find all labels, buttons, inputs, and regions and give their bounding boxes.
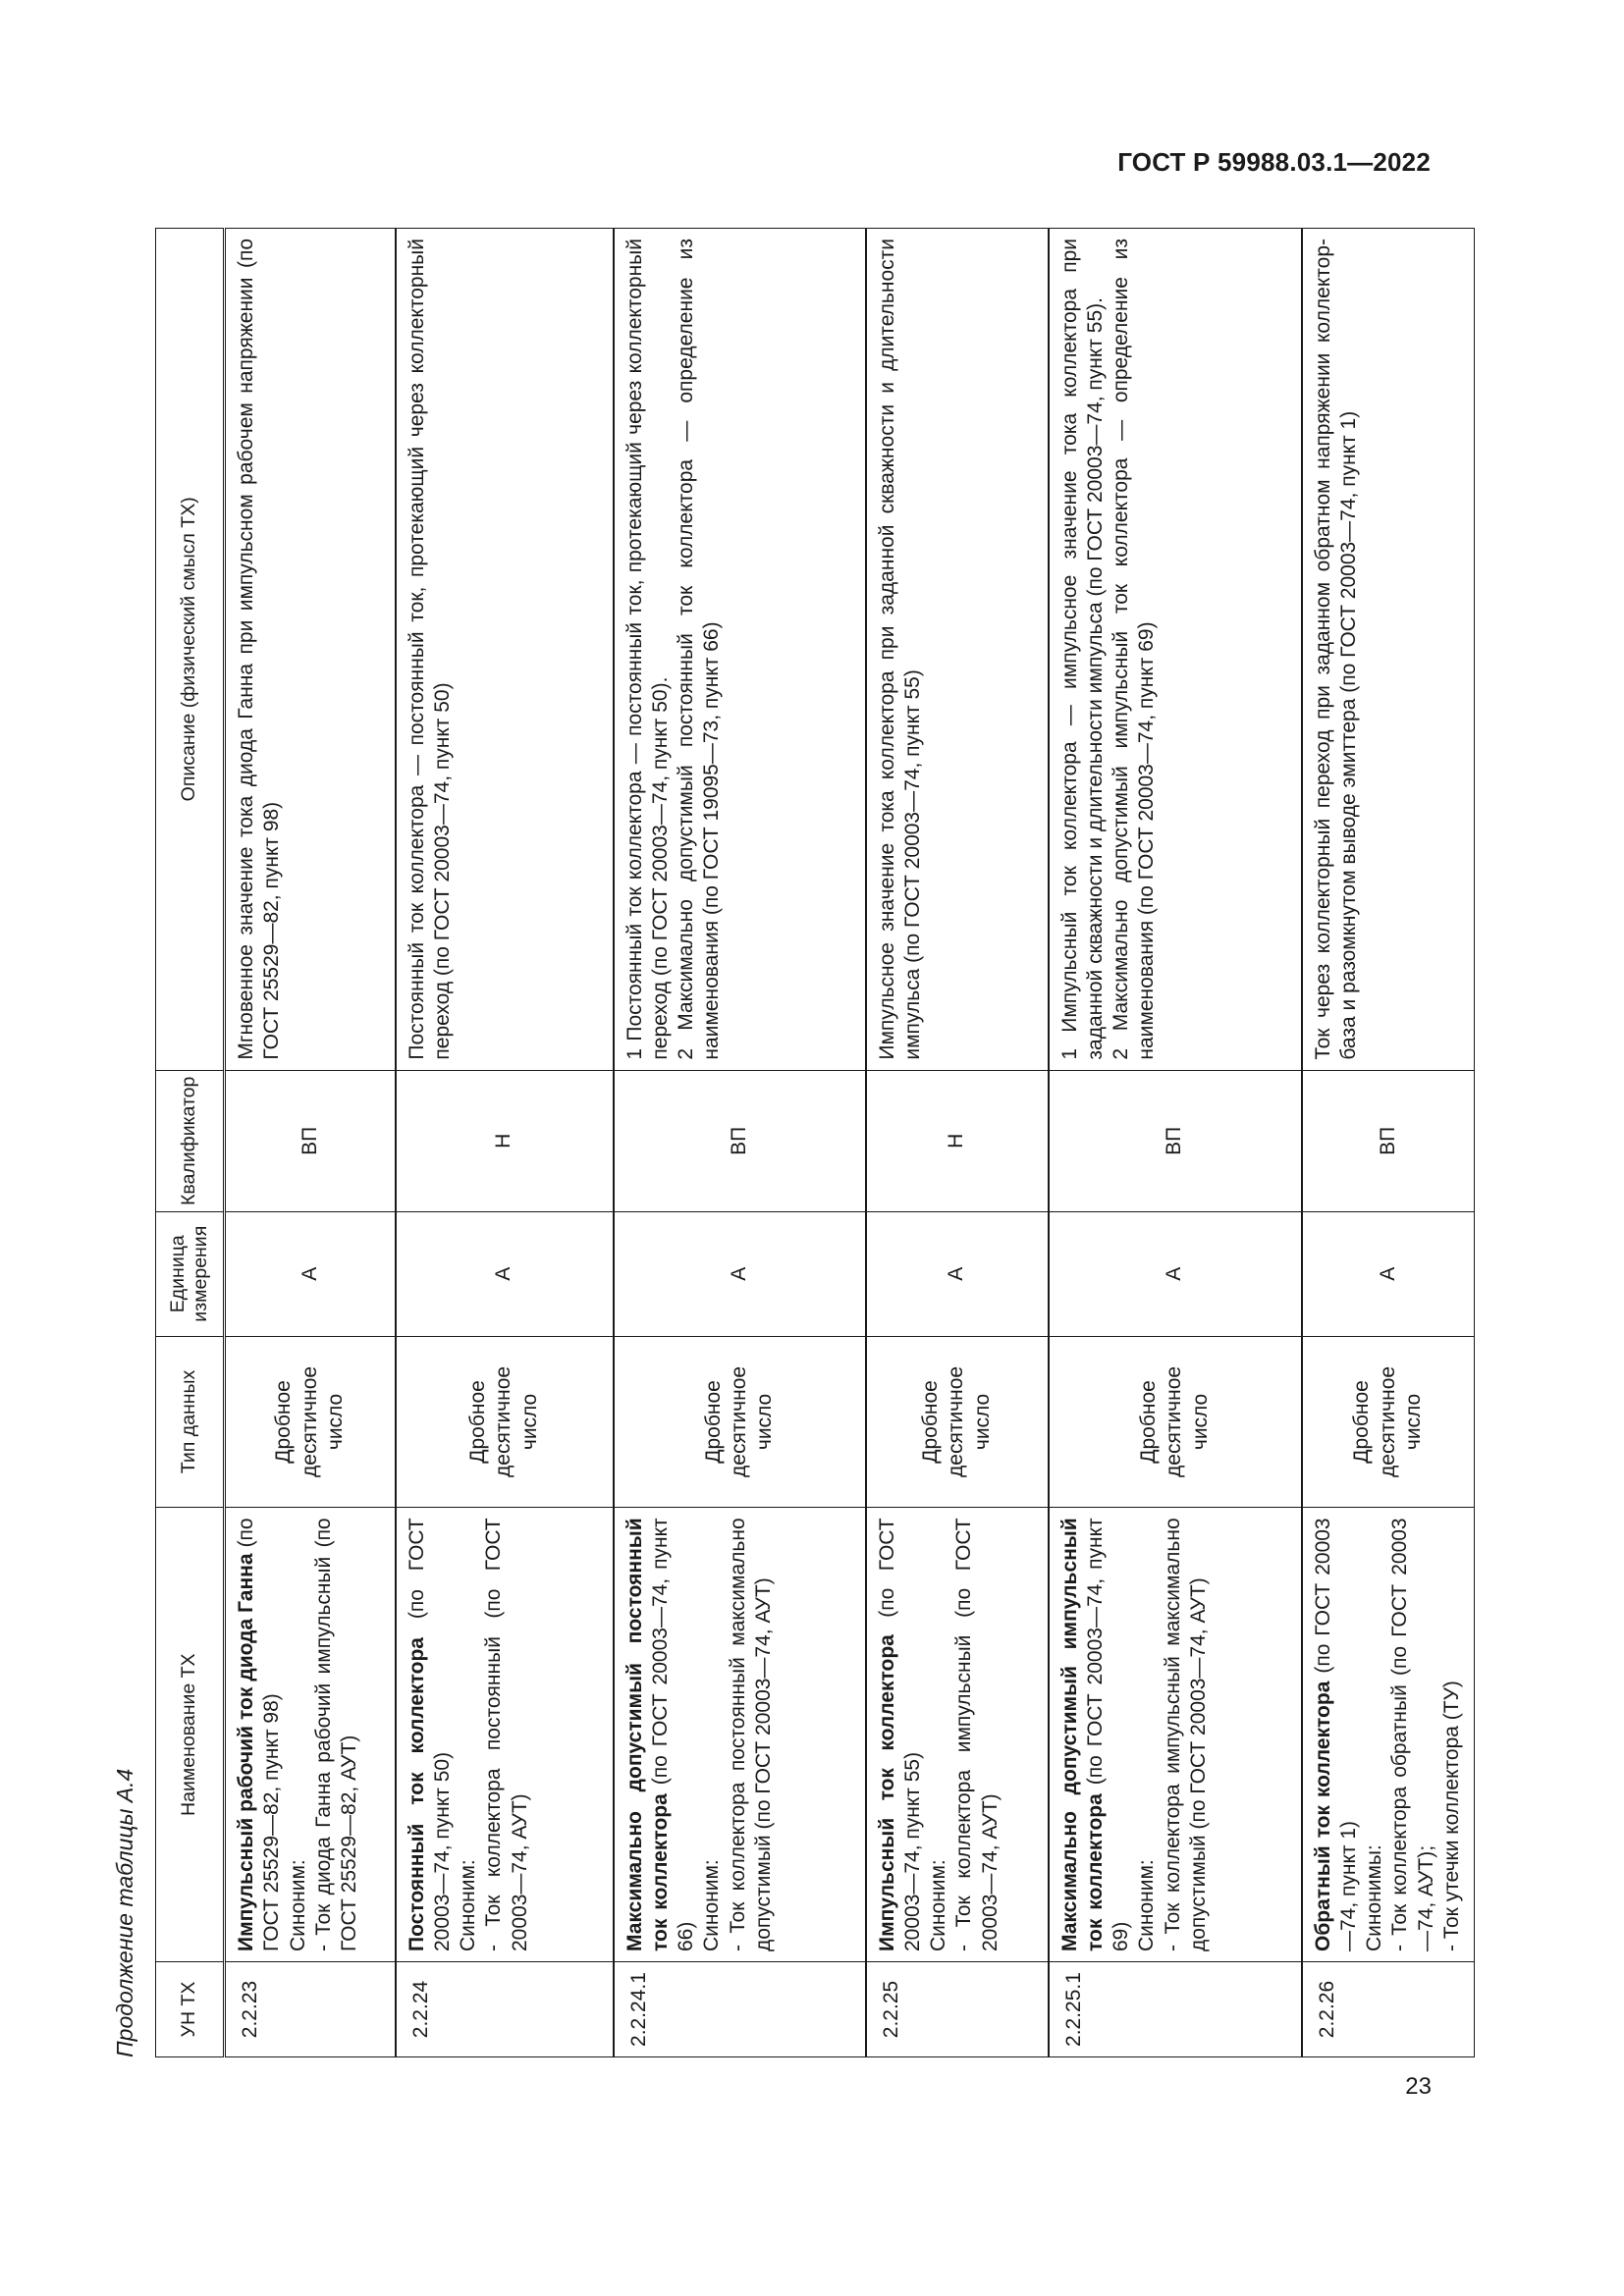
synonym-label: Синоним: xyxy=(927,1859,949,1952)
header-type: Тип данных xyxy=(156,1336,225,1508)
cell-unit: А xyxy=(396,1211,614,1336)
description-paragraph: Мгновенное значение тока диода Ганна при импульсном рабочем напряжении (по ГОСТ 25529—82, пункт 98) xyxy=(235,239,284,1060)
name-bold: Обратный ток коллектора xyxy=(1311,1681,1334,1952)
cell-id: 2.2.25.1 xyxy=(1049,1962,1302,2057)
table-row xyxy=(614,229,866,2057)
cell-unit: А xyxy=(866,1211,1049,1336)
name-source: (по ГОСТ 20003—74, пункт 1) xyxy=(1311,1518,1360,1952)
synonym-item: - Ток коллектора импульсный (по ГОСТ 20003—74, АУТ) xyxy=(952,1518,1001,1952)
cell-description xyxy=(225,229,396,1071)
synonym-label: Синонимы: xyxy=(1363,1844,1385,1952)
cell-name xyxy=(396,1508,614,1962)
name-bold: Максимально допустимый постоянный ток коллектора xyxy=(623,1518,672,1952)
cell-unit: А xyxy=(1302,1211,1475,1336)
cell-id: 2.2.23 xyxy=(225,1962,396,2057)
name-text xyxy=(1057,1518,1135,1951)
cell-type: Дробное десятичное число xyxy=(614,1336,866,1508)
name-source: (по ГОСТ 20003—74, пункт 66) xyxy=(648,1518,697,1952)
name-source: (по ГОСТ 25529—82, пункт 98) xyxy=(235,1518,284,1952)
description-paragraph: 2 Максимально допустимый постоянный ток коллектора — определение из наименования (по ГОСТ 19095—73, пункт 66) xyxy=(675,239,724,1060)
description-paragraph: Ток через коллекторный переход при заданном обратном напряжении коллектор-база и разомкнутом выводе эмиттера (по ГОСТ 20003—74, пункт 1) xyxy=(1311,239,1360,1060)
synonym-label: Синоним: xyxy=(700,1859,724,1952)
table-header-row xyxy=(156,229,225,2057)
cell-type: Дробное десятичное число xyxy=(866,1336,1049,1508)
cell-id: 2.2.24.1 xyxy=(614,1962,866,2057)
name-text xyxy=(1311,1518,1363,1951)
document-code: ГОСТ Р 59988.03.1—2022 xyxy=(1117,147,1431,177)
cell-qualifier: Н xyxy=(866,1070,1049,1211)
rotated-table-area xyxy=(108,228,1463,2057)
header-id: УН ТХ xyxy=(156,1962,225,2057)
description-paragraph: 1 Импульсный ток коллектора — импульсное значение тока коллектора при заданной скважности и длительности импульса (по ГОСТ 20003—74, пункт 55). xyxy=(1057,239,1107,1060)
cell-qualifier: ВП xyxy=(614,1070,866,1211)
cell-description xyxy=(396,229,614,1071)
cell-name xyxy=(1302,1508,1475,1962)
table-row xyxy=(225,229,396,2057)
cell-description xyxy=(866,229,1049,1071)
description-paragraph: Постоянный ток коллектора — постоянный ток, протекающий через коллекторный переход (по ГОСТ 20003—74, пункт 50) xyxy=(405,239,454,1060)
name-text xyxy=(234,1518,286,1951)
cell-description xyxy=(614,229,866,1071)
cell-name xyxy=(866,1508,1049,1962)
header-unit: Единица измерения xyxy=(156,1211,225,1336)
cell-id: 2.2.26 xyxy=(1302,1962,1475,2057)
name-text xyxy=(623,1518,700,1951)
table-caption: Продолжение таблицы А.4 xyxy=(112,1768,137,2057)
header-description: Описание (физический смысл ТХ) xyxy=(156,229,225,1071)
cell-type: Дробное десятичное число xyxy=(225,1336,396,1508)
synonym-label: Синоним: xyxy=(457,1859,479,1952)
cell-qualifier: ВП xyxy=(1049,1070,1302,1211)
name-source: (по ГОСТ 20003—74, пункт 55) xyxy=(875,1518,924,1952)
cell-id: 2.2.25 xyxy=(866,1962,1049,2057)
table-row xyxy=(866,229,1049,2057)
description-paragraph: 1 Постоянный ток коллектора — постоянный ток, протекающий через коллекторный переход (по ГОСТ 20003—74, пункт 50). xyxy=(623,239,672,1060)
cell-name xyxy=(1049,1508,1302,1962)
name-source: (по ГОСТ 20003—74, пункт 50) xyxy=(405,1518,454,1952)
synonym-item: - Ток утечки коллектора (ТУ) xyxy=(1439,1681,1463,1952)
cell-qualifier: ВП xyxy=(225,1070,396,1211)
page-number: 23 xyxy=(1405,2073,1432,2100)
synonym-label: Синоним: xyxy=(286,1859,309,1952)
synonym-item: - Ток диода Ганна рабочий импульсный (по ГОСТ 25529—82, АУТ) xyxy=(311,1518,360,1952)
table-row xyxy=(396,229,614,2057)
cell-unit: А xyxy=(1049,1211,1302,1336)
description-paragraph: Импульсное значение тока коллектора при заданной скважности и длительности импульса (по ГОСТ 20003—74, пункт 55) xyxy=(875,239,924,1060)
synonym-item: - Ток коллектора постоянный максимально допустимый (по ГОСТ 20003—74, АУТ) xyxy=(726,1518,775,1952)
description-paragraph: 2 Максимально допустимый импульсный ток коллектора — определение из наименования (по ГОСТ 20003—74, пункт 69) xyxy=(1110,239,1159,1060)
synonym-label: Синоним: xyxy=(1135,1859,1159,1952)
table-row xyxy=(1049,229,1302,2057)
cell-unit: А xyxy=(225,1211,396,1336)
cell-type: Дробное десятичное число xyxy=(1302,1336,1475,1508)
synonym-item: - Ток коллектора обратный (по ГОСТ 20003—74, АУТ); xyxy=(1388,1518,1437,1952)
table-body xyxy=(225,229,1475,2057)
cell-id: 2.2.24 xyxy=(396,1962,614,2057)
header-name: Наименование ТХ xyxy=(156,1508,225,1962)
header-qualifier: Квалификатор xyxy=(156,1070,225,1211)
name-bold: Импульсный ток коллектора xyxy=(875,1634,898,1952)
name-source: (по ГОСТ 20003—74, пункт 69) xyxy=(1083,1518,1132,1952)
cell-qualifier: ВП xyxy=(1302,1070,1475,1211)
cell-type: Дробное десятичное число xyxy=(396,1336,614,1508)
table-row xyxy=(1302,229,1475,2057)
characteristics-table xyxy=(155,228,1475,2057)
name-bold: Импульсный рабочий ток диода Ганна xyxy=(235,1553,257,1952)
name-text xyxy=(875,1518,927,1951)
name-bold: Постоянный ток коллектора xyxy=(405,1637,428,1952)
cell-qualifier: Н xyxy=(396,1070,614,1211)
cell-unit: А xyxy=(614,1211,866,1336)
name-text xyxy=(405,1518,457,1951)
synonym-item: - Ток коллектора импульсный максимально допустимый (по ГОСТ 20003—74, АУТ) xyxy=(1161,1518,1210,1952)
synonym-item: - Ток коллектора постоянный (по ГОСТ 20003—74, АУТ) xyxy=(482,1518,531,1952)
cell-name xyxy=(225,1508,396,1962)
cell-description xyxy=(1049,229,1302,1071)
cell-description xyxy=(1302,229,1475,1071)
name-bold: Максимально допустимый импульсный ток коллектора xyxy=(1057,1518,1107,1952)
cell-type: Дробное десятичное число xyxy=(1049,1336,1302,1508)
cell-name xyxy=(614,1508,866,1962)
